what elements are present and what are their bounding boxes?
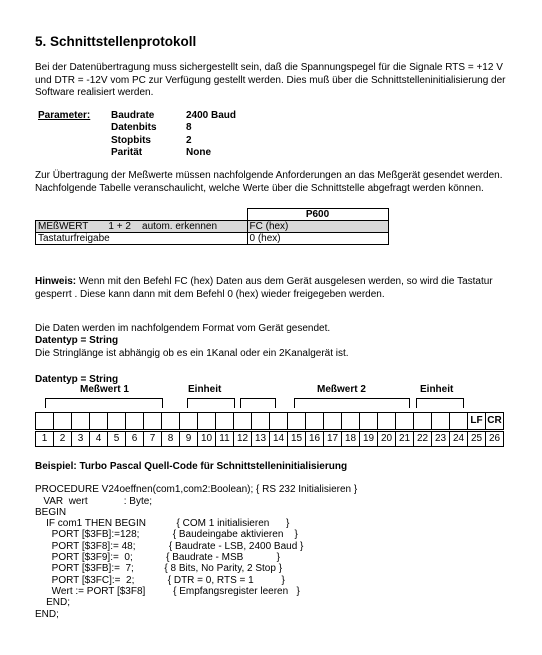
- byte-cell: [215, 412, 234, 430]
- byte-number: 12: [233, 431, 252, 447]
- table-cell-name: MEßWERT 1 + 2 autom. erkennen: [36, 221, 248, 233]
- byte-number: 18: [341, 431, 360, 447]
- code-line: Wert := PORT [$3F8] { Empfangsregister leeren }: [35, 585, 300, 597]
- byte-cell: [287, 412, 306, 430]
- byte-number: 10: [197, 431, 216, 447]
- code-line: END;: [35, 597, 71, 609]
- code-line: PORT [$3F9]:= 0; { Baudrate - MSB }: [35, 552, 281, 564]
- byte-cell: [359, 412, 378, 430]
- byte-cell: [341, 412, 360, 430]
- table-cell-value: FC (hex): [247, 221, 388, 233]
- code-line: PORT [$3FB]:=128; { Baudeingabe aktivieren }: [35, 529, 298, 541]
- format-text: Die Daten werden im nachfolgendem Format vom Gerät gesendet.: [35, 323, 331, 334]
- byte-cell: [71, 412, 90, 430]
- code-line: BEGIN: [35, 506, 67, 518]
- example-title: Beispiel: Turbo Pascal Quell-Code für Schnittstelleninitialisierung: [35, 461, 348, 472]
- code-line: PROCEDURE V24oeffnen(com1,com2:Boolean); { RS 232 Initialisieren }: [35, 484, 358, 496]
- byte-cell: [161, 412, 180, 430]
- byte-number: 21: [395, 431, 414, 447]
- param-value: None: [186, 147, 211, 158]
- byte-cell: [53, 412, 72, 430]
- byte-number: 5: [107, 431, 126, 447]
- byte-cell: [377, 412, 396, 430]
- code-line: END;: [35, 608, 59, 620]
- byte-cell: [179, 412, 198, 430]
- byte-cell: [251, 412, 270, 430]
- code-line: VAR wert : Byte;: [35, 495, 153, 507]
- code-line: PORT [$3FB]:= 7; { 8 Bits, No Parity, 2 Stop }: [35, 563, 283, 575]
- byte-cell: [107, 412, 126, 430]
- byte-cell-cr: CR: [485, 412, 504, 430]
- param-value: 8: [186, 122, 192, 133]
- byte-number: 1: [35, 431, 54, 447]
- byte-number: 25: [467, 431, 486, 447]
- byte-cell: [413, 412, 432, 430]
- byte-cell: [323, 412, 342, 430]
- byte-number: 20: [377, 431, 396, 447]
- byte-cell: [305, 412, 324, 430]
- hint-label: Hinweis:: [35, 276, 77, 287]
- byte-number: 17: [323, 431, 342, 447]
- bracket-einheit2: [416, 398, 464, 408]
- byte-cell: [89, 412, 108, 430]
- byte-number: 24: [449, 431, 468, 447]
- code-line: IF com1 THEN BEGIN { COM 1 initialisieren }: [35, 518, 290, 530]
- group-label-messwert2: Meßwert 2: [317, 384, 366, 395]
- byte-cell: [125, 412, 144, 430]
- byte-number: 13: [251, 431, 270, 447]
- table-corner: [36, 209, 248, 221]
- byte-number: 16: [305, 431, 324, 447]
- byte-number: 11: [215, 431, 234, 447]
- transfer-paragraph: Zur Übertragung der Meßwerte müssen nachfolgende Anforderungen an das Meßgerät gesendet werden. Nachfolgende Tabelle veranschaulicht, welche Werte über die Schnittstelle abgefragt werden können.: [35, 170, 503, 194]
- byte-number: 8: [161, 431, 180, 447]
- param-key: Baudrate: [111, 110, 155, 121]
- table-row: [36, 233, 389, 245]
- group-label-messwert1: Meßwert 1: [80, 384, 129, 395]
- table-row: [36, 221, 389, 233]
- hint-paragraph: [35, 276, 515, 301]
- byte-number: 6: [125, 431, 144, 447]
- table-cell-value: 0 (hex): [247, 233, 388, 245]
- parameter-label: Parameter:: [38, 110, 91, 121]
- byte-cell: [233, 412, 252, 430]
- section-heading: 5. Schnittstellenprotokoll: [35, 34, 197, 49]
- byte-number: 19: [359, 431, 378, 447]
- byte-cell: [143, 412, 162, 430]
- byte-cell: [269, 412, 288, 430]
- table-header-p600: P600: [247, 209, 388, 221]
- param-key: Stopbits: [111, 135, 151, 146]
- byte-cell-lf: LF: [467, 412, 486, 430]
- datatype-label: Datentyp = String: [35, 374, 119, 385]
- byte-cell: [197, 412, 216, 430]
- byte-number: 9: [179, 431, 198, 447]
- byte-cell: [395, 412, 414, 430]
- byte-number: 2: [53, 431, 72, 447]
- command-table: [35, 208, 389, 245]
- byte-cell: [431, 412, 450, 430]
- bracket-messwert2: [294, 398, 410, 408]
- param-value: 2400 Baud: [186, 110, 237, 121]
- byte-number: 7: [143, 431, 162, 447]
- byte-number: 22: [413, 431, 432, 447]
- byte-cell: [449, 412, 468, 430]
- group-label-einheit2: Einheit: [420, 384, 454, 395]
- bracket-einheit1: [187, 398, 235, 408]
- bracket-messwert1: [45, 398, 163, 408]
- table-cell-name: Tastaturfreigabe: [36, 233, 248, 245]
- hint-text: Wenn mit den Befehl FC (hex) Daten aus dem Gerät ausgelesen werden, so wird die Tastatur gesperrt . Diese kann dann mit dem Befehl 0 (hex) wieder freigegeben werden.: [35, 276, 493, 300]
- code-line: PORT [$3F8]:= 48; { Baudrate - LSB, 2400 Baud }: [35, 540, 304, 552]
- param-value: 2: [186, 135, 192, 146]
- group-label-einheit1: Einheit: [188, 384, 222, 395]
- stringlength-text: Die Stringlänge ist abhängig ob es ein 1Kanal oder ein 2Kanalgerät ist.: [35, 348, 349, 359]
- byte-number: 26: [485, 431, 504, 447]
- param-key: Datenbits: [111, 122, 157, 133]
- bracket-einheit1b: [240, 398, 276, 408]
- code-block: [35, 473, 357, 631]
- byte-number: 4: [89, 431, 108, 447]
- byte-number: 23: [431, 431, 450, 447]
- byte-cell: [35, 412, 54, 430]
- intro-paragraph: Bei der Datenübertragung muss sichergestellt sein, daß die Spannungspegel für die Signale RTS = +12 V und DTR = -12V vom PC zur Verfügung gestellt werden. Dies muß über die Schnittstelleninitialisierung der Software realisiert werden.: [35, 62, 506, 99]
- byte-number: 14: [269, 431, 288, 447]
- byte-number: 15: [287, 431, 306, 447]
- code-line: PORT [$3FC]:= 2; { DTR = 0, RTS = 1 }: [35, 574, 285, 586]
- datatype-label: Datentyp = String: [35, 335, 119, 346]
- param-key: Parität: [111, 147, 143, 158]
- byte-number: 3: [71, 431, 90, 447]
